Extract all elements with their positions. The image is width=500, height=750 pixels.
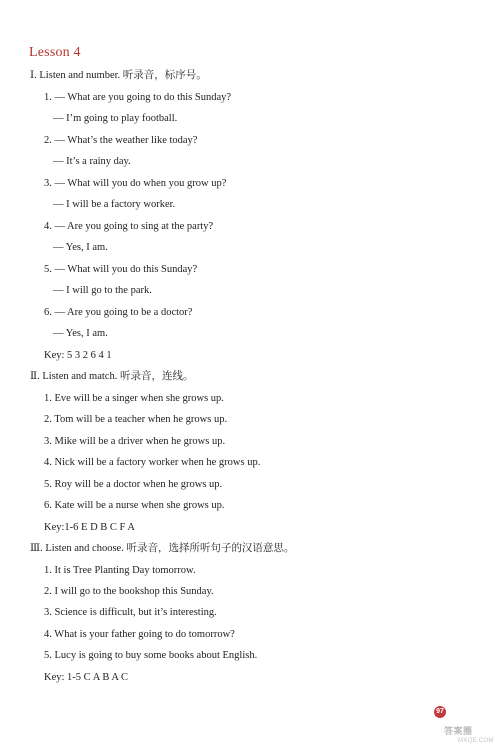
s2-item-3: 3. Mike will be a driver when he grows up. — [44, 436, 226, 447]
s1-question-3: 3. — What will you do when you grow up? — [44, 178, 227, 189]
s2-item-4: 4. Nick will be a factory worker when he grows up. — [44, 457, 261, 468]
s1-answer-3: — I will be a factory worker. — [53, 199, 176, 210]
s3-item-5: 5. Lucy is going to buy some books about English. — [44, 650, 258, 661]
s1-question-2: 2. — What’s the weather like today? — [44, 135, 198, 146]
s1-answer-5: — I will go to the park. — [53, 285, 152, 296]
s2-item-6: 6. Kate will be a nurse when she grows up. — [44, 500, 225, 511]
page-number-badge: 97 — [434, 706, 446, 718]
section-1-heading: Ⅰ. Listen and number. 听录音，标序号。 — [30, 70, 207, 81]
s1-answer-key: Key: 5 3 2 6 4 1 — [44, 350, 112, 361]
lesson-title: Lesson 4 — [29, 45, 81, 60]
s3-item-2: 2. I will go to the bookshop this Sunday. — [44, 586, 214, 597]
s1-question-1: 1. — What are you going to do this Sunday? — [44, 92, 232, 103]
s2-item-1: 1. Eve will be a singer when she grows up. — [44, 393, 224, 404]
s1-question-4: 4. — Are you going to sing at the party? — [44, 221, 214, 232]
s1-answer-2: — It’s a rainy day. — [53, 156, 131, 167]
section-3-heading: Ⅲ. Listen and choose. 听录音，选择所听句子的汉语意思。 — [30, 543, 295, 554]
s2-item-5: 5. Roy will be a doctor when he grows up. — [44, 479, 223, 490]
s1-answer-6: — Yes, I am. — [53, 328, 108, 339]
s2-item-2: 2. Tom will be a teacher when he grows up. — [44, 414, 228, 425]
s3-item-3: 3. Science is difficult, but it’s interesting. — [44, 607, 217, 618]
watermark-url: MXQE.COM — [458, 738, 494, 744]
s3-item-1: 1. It is Tree Planting Day tomorrow. — [44, 565, 196, 576]
s1-question-6: 6. — Are you going to be a doctor? — [44, 307, 193, 318]
s1-question-5: 5. — What will you do this Sunday? — [44, 264, 198, 275]
s1-answer-1: — I’m going to play football. — [53, 113, 178, 124]
s3-answer-key: Key: 1-5 C A B A C — [44, 672, 129, 683]
watermark-logo: 答案圈 — [444, 726, 473, 736]
section-2-heading: Ⅱ. Listen and match. 听录音，连线。 — [30, 371, 194, 382]
s2-answer-key: Key:1-6 E D B C F A — [44, 522, 136, 533]
s3-item-4: 4. What is your father going to do tomorrow? — [44, 629, 235, 640]
s1-answer-4: — Yes, I am. — [53, 242, 108, 253]
